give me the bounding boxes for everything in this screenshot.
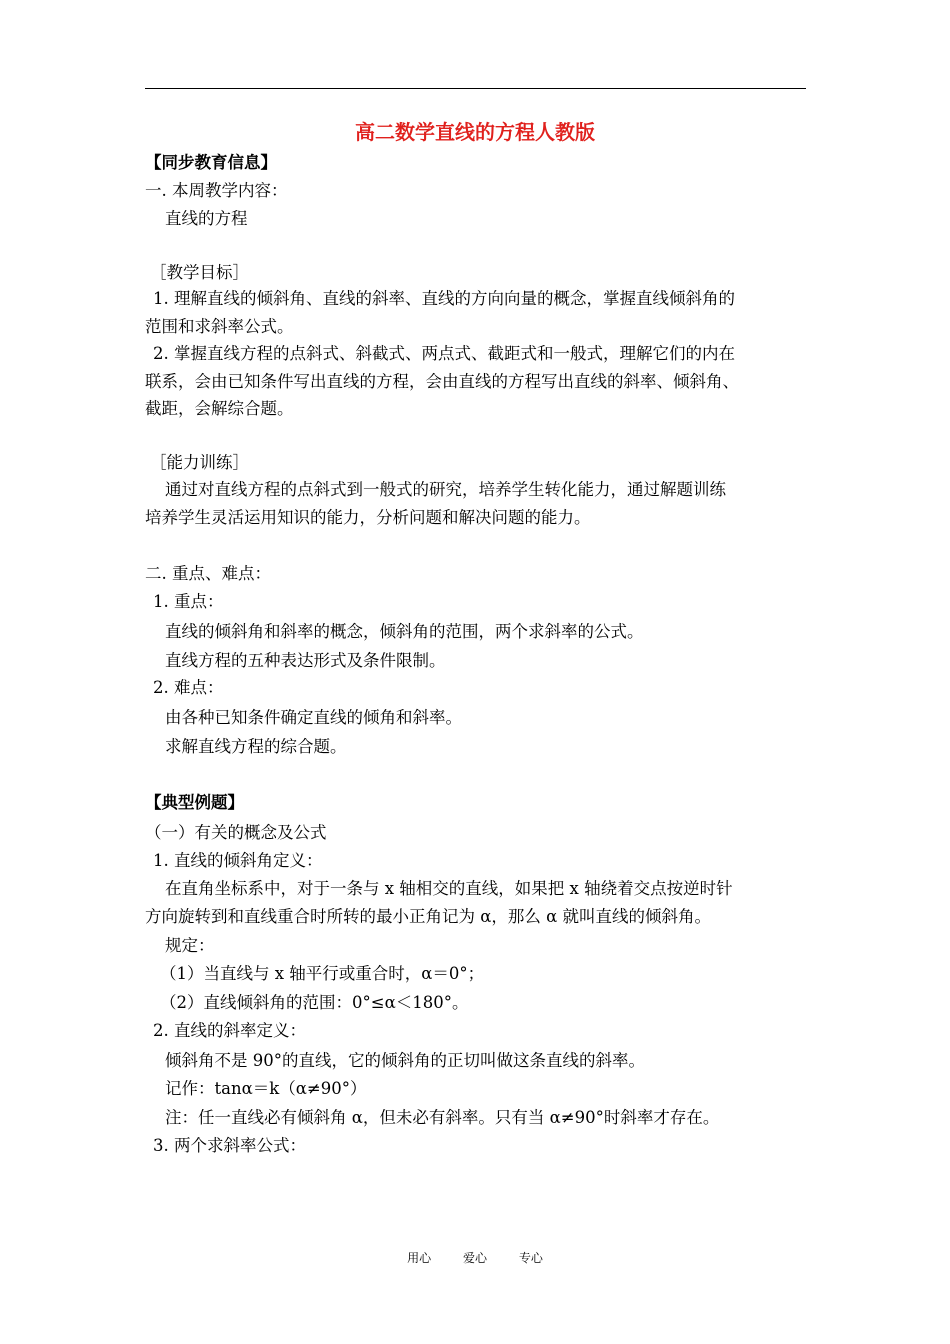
text-line: 直线方程的五种表达形式及条件限制。 — [165, 651, 446, 670]
footer-word: 用心 — [407, 1251, 432, 1265]
text-line: 培养学生灵活运用知识的能力，分析问题和解决问题的能力。 — [145, 508, 591, 527]
text-line: 由各种已知条件确定直线的倾角和斜率。 — [165, 708, 462, 727]
footer-word: 专心 — [518, 1251, 543, 1265]
text-line: 3. 两个求斜率公式： — [153, 1136, 306, 1155]
text-line: 1. 直线的倾斜角定义： — [153, 851, 323, 870]
text-line: ［教学目标］ — [150, 263, 249, 282]
text-line: 求解直线方程的综合题。 — [165, 737, 347, 756]
text-line: （1）当直线与 x 轴平行或重合时，α＝0°； — [160, 964, 485, 983]
text-line: 通过对直线方程的点斜式到一般式的研究，培养学生转化能力，通过解题训练 — [165, 480, 726, 499]
text-line: （2）直线倾斜角的范围：0°≤α＜180°。 — [160, 993, 469, 1012]
page-footer — [0, 1249, 950, 1267]
document-title: 高二数学直线的方程人教版 — [355, 120, 595, 144]
text-line: 范围和求斜率公式。 — [145, 317, 294, 336]
text-line: ［能力训练］ — [150, 453, 249, 472]
text-line: 1. 重点： — [153, 592, 224, 611]
footer-word: 爱心 — [462, 1251, 487, 1265]
section-heading: 【同步教育信息】 — [145, 153, 277, 172]
text-line: 一. 本周教学内容： — [145, 181, 288, 200]
text-line: 倾斜角不是 90°的直线，它的倾斜角的正切叫做这条直线的斜率。 — [165, 1051, 645, 1070]
text-line: 截距，会解综合题。 — [145, 399, 294, 418]
text-line: 联系，会由已知条件写出直线的方程，会由直线的方程写出直线的斜率、倾斜角、 — [145, 372, 739, 391]
text-line: 规定： — [165, 936, 215, 955]
text-line: 2. 直线的斜率定义： — [153, 1021, 306, 1040]
text-line: 注：任一直线必有倾斜角 α，但未必有斜率。只有当 α≠90°时斜率才存在。 — [165, 1108, 720, 1127]
text-line: 在直角坐标系中，对于一条与 x 轴相交的直线，如果把 x 轴绕着交点按逆时针 — [165, 879, 733, 898]
text-line: 方向旋转到和直线重合时所转的最小正角记为 α，那么 α 就叫直线的倾斜角。 — [145, 907, 712, 926]
text-line: 二. 重点、难点： — [145, 564, 271, 583]
text-line: 1. 理解直线的倾斜角、直线的斜率、直线的方向向量的概念，掌握直线倾斜角的 — [153, 289, 735, 308]
section-heading: 【典型例题】 — [145, 793, 244, 812]
text-line: 记作：tanα＝k（α≠90°） — [165, 1079, 367, 1098]
text-line: 直线的倾斜角和斜率的概念，倾斜角的范围，两个求斜率的公式。 — [165, 622, 644, 641]
header-rule — [145, 88, 806, 89]
text-line: 直线的方程 — [165, 209, 248, 228]
text-line: （一）有关的概念及公式 — [145, 823, 327, 842]
text-line: 2. 难点： — [153, 678, 224, 697]
text-line: 2. 掌握直线方程的点斜式、斜截式、两点式、截距式和一般式，理解它们的内在 — [153, 344, 735, 363]
